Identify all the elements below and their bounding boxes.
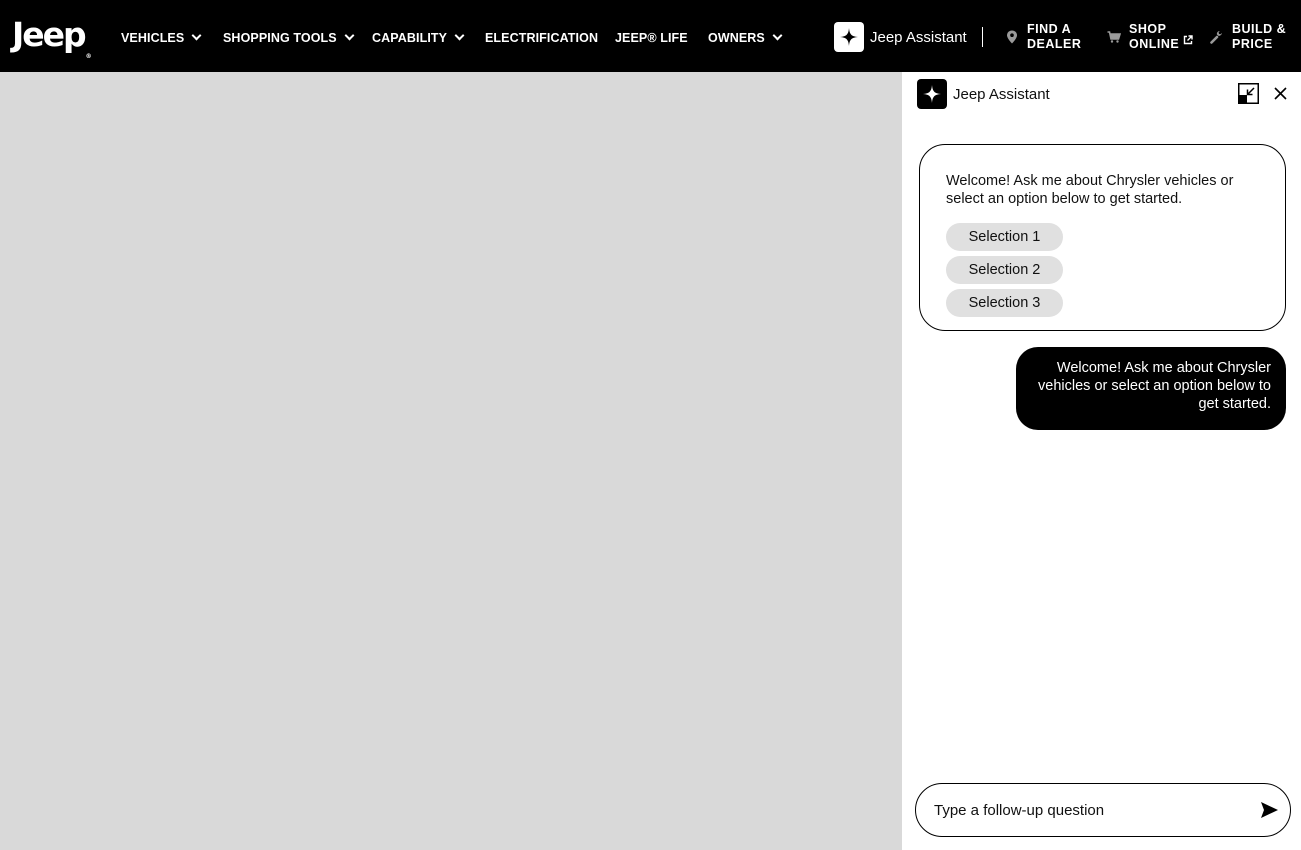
external-link-icon	[1183, 35, 1193, 45]
nav-vehicles[interactable]	[121, 29, 200, 47]
location-pin-icon	[1006, 30, 1018, 44]
chevron-down-icon	[772, 31, 782, 41]
wrench-icon	[1210, 30, 1224, 44]
jeep-assistant-label: Jeep Assistant	[870, 28, 967, 46]
find-a-dealer-link[interactable]	[1006, 22, 1081, 52]
assistant-chat-panel	[902, 72, 1301, 850]
page-content-placeholder	[0, 72, 902, 850]
minimize-icon[interactable]	[1238, 83, 1259, 104]
nav-vehicles-label: VEHICLES	[121, 31, 185, 45]
build-and-price-line-2: PRICE	[1232, 37, 1273, 51]
selection-options	[946, 223, 1260, 317]
assistant-message-bubble	[919, 144, 1286, 331]
user-message-text: Welcome! Ask me about Chrysler vehicles or select an option below to get started.	[1038, 360, 1271, 412]
sparkle-icon	[834, 22, 864, 52]
jeep-assistant-button[interactable]	[834, 22, 967, 52]
jeep-logo[interactable]: Jeep®	[12, 15, 92, 60]
chevron-down-icon	[344, 31, 354, 41]
build-and-price-line-1: BUILD &	[1232, 22, 1287, 36]
shopping-cart-icon	[1107, 31, 1121, 43]
nav-capability[interactable]	[372, 29, 463, 47]
chevron-down-icon	[455, 31, 465, 41]
user-message-bubble	[1016, 347, 1286, 430]
sparkle-icon	[917, 79, 947, 109]
shop-online-line-1: SHOP	[1129, 22, 1167, 36]
close-icon[interactable]	[1272, 85, 1289, 102]
build-and-price-link[interactable]	[1210, 22, 1286, 52]
assistant-message-text: Welcome! Ask me about Chrysler vehicles or select an option below to get started.	[946, 173, 1234, 207]
selection-3-chip[interactable]: Selection 3	[946, 289, 1063, 317]
nav-jeep-life[interactable]	[615, 29, 688, 47]
nav-shopping-tools-label: SHOPPING TOOLS	[223, 31, 337, 45]
chat-header	[917, 78, 1050, 110]
find-a-dealer-line-2: DEALER	[1027, 37, 1082, 51]
selection-1-chip[interactable]: Selection 1	[946, 223, 1063, 251]
nav-owners-label: OWNERS	[708, 31, 765, 45]
nav-capability-label: CAPABILITY	[372, 31, 448, 45]
top-navigation-bar	[0, 0, 1301, 72]
header-divider	[982, 27, 983, 47]
chevron-down-icon	[192, 31, 202, 41]
nav-electrification[interactable]	[485, 29, 598, 47]
follow-up-question-input[interactable]	[934, 802, 1234, 819]
chat-title: Jeep Assistant	[953, 85, 1050, 103]
nav-jeep-life-label: JEEP® LIFE	[615, 31, 688, 45]
chat-input-box	[915, 783, 1291, 837]
shop-online-link[interactable]	[1107, 22, 1193, 52]
selection-2-chip[interactable]: Selection 2	[946, 256, 1063, 284]
nav-owners[interactable]	[708, 29, 781, 47]
send-icon[interactable]	[1260, 801, 1279, 819]
nav-shopping-tools[interactable]	[223, 29, 353, 47]
find-a-dealer-line-1: FIND A	[1027, 22, 1072, 36]
nav-electrification-label: ELECTRIFICATION	[485, 31, 599, 45]
shop-online-line-2: ONLINE	[1129, 37, 1180, 51]
